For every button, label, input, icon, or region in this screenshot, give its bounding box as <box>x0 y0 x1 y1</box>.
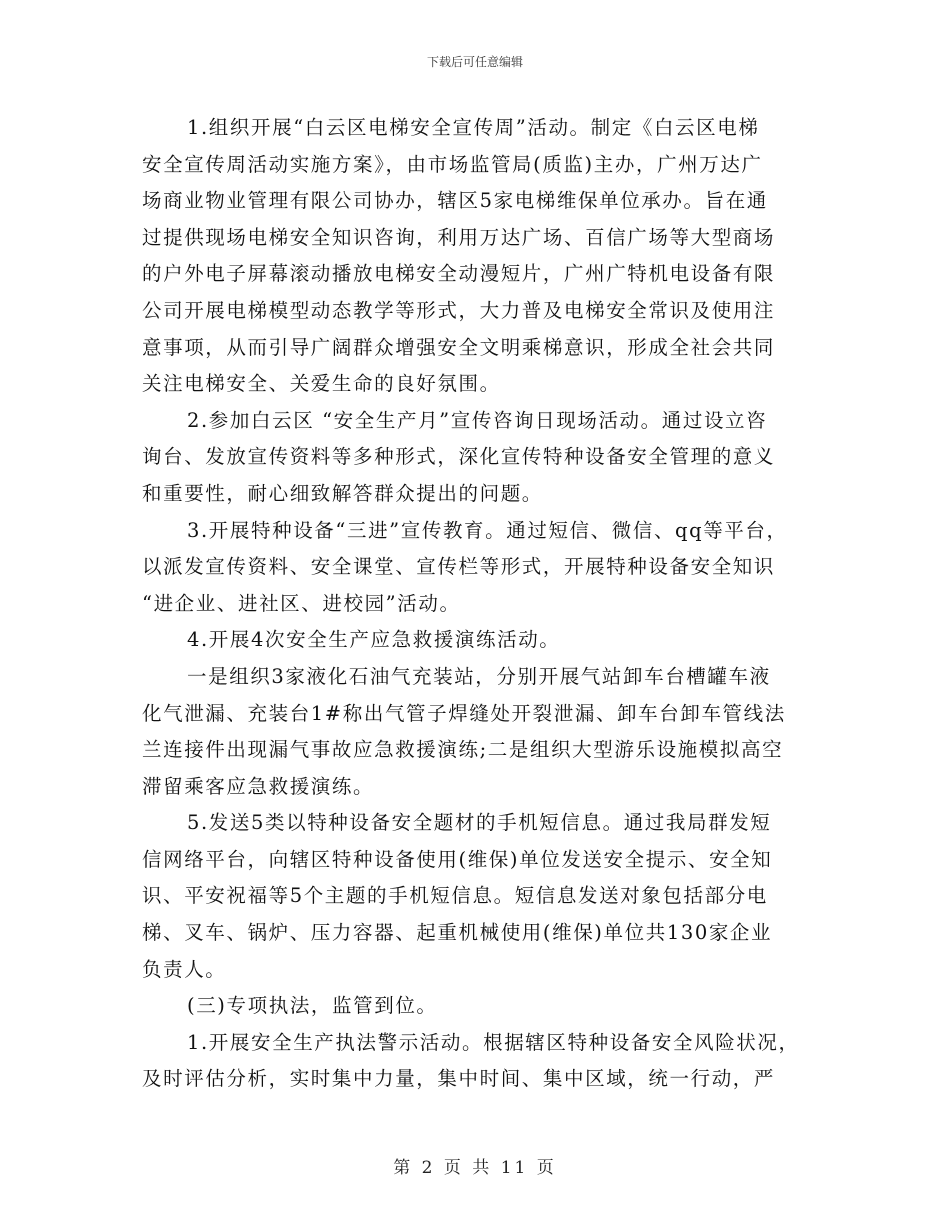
text-line: 一是组织3家液化石油气充装站，分别开展气站卸车台槽罐车液 <box>187 664 771 688</box>
text-line: 化气泄漏、充装台1#称出气管子焊缝处开裂泄漏、卸车台卸车管线法 <box>142 701 786 725</box>
text-line: 1.开展安全生产执法警示活动。根据辖区特种设备安全风险状况， <box>187 1030 800 1054</box>
text-line: 梯、叉车、锅炉、压力容器、起重机械使用(维保)单位共130家企业 <box>142 921 773 945</box>
text-line: 意事项，从而引导广阔群众增强安全文明乘梯意识，形成全社会共同 <box>142 335 776 359</box>
text-line: 4.开展4次安全生产应急救援演练活动。 <box>187 628 561 652</box>
text-line: 安全宣传周活动实施方案》，由市场监管局(质监)主办，广州万达广 <box>142 152 763 176</box>
text-line: 滞留乘客应急救援演练。 <box>142 774 375 798</box>
text-line: 信网络平台，向辖区特种设备使用(维保)单位发送安全提示、安全知 <box>142 847 773 871</box>
text-line: 的户外电子屏幕滚动播放电梯安全动漫短片，广州广特机电设备有限 <box>142 262 776 286</box>
text-line: 负责人。 <box>142 957 227 981</box>
text-line: 关注电梯安全、关爱生命的良好氛围。 <box>142 372 501 396</box>
text-line: (三)专项执法，监管到位。 <box>187 994 438 1018</box>
text-line: 及时评估分析，实时集中力量，集中时间、集中区域，统一行动，严 <box>142 1067 776 1091</box>
text-line: 公司开展电梯模型动态教学等形式，大力普及电梯安全常识及使用注 <box>142 298 776 322</box>
text-line: 询台、发放宣传资料等多种形式，深化宣传特种设备安全管理的意义 <box>142 445 776 469</box>
text-line: 2.参加白云区 “安全生产月”宣传咨询日现场活动。通过设立咨 <box>187 408 768 432</box>
text-line: 和重要性，耐心细致解答群众提出的问题。 <box>142 481 543 505</box>
text-line: 过提供现场电梯安全知识咨询，利用万达广场、百信广场等大型商场 <box>142 225 776 249</box>
text-line: 兰连接件出现漏气事故应急救援演练;二是组织大型游乐设施模拟高空 <box>142 738 784 762</box>
text-line: 5.发送5类以特种设备安全题材的手机短信息。通过我局群发短 <box>187 811 772 835</box>
text-line: 识、平安祝福等5个主题的手机短信息。短信息发送对象包括部分电 <box>142 884 768 908</box>
text-line: “进企业、进社区、进校园”活动。 <box>142 591 461 615</box>
page-footer: 第 2 页 共 11 页 <box>393 1158 557 1178</box>
text-line: 1.组织开展“白云区电梯安全宣传周”活动。制定《白云区电梯 <box>187 116 760 139</box>
text-line: 3.开展特种设备“三进”宣传教育。通过短信、微信、qq等平台， <box>187 518 788 542</box>
text-line: 以派发宣传资料、安全课堂、宣传栏等形式，开展特种设备安全知识 <box>142 555 776 579</box>
document-body <box>142 110 810 1098</box>
page-header: 下载后可任意编辑 <box>426 55 523 69</box>
text-line: 场商业物业管理有限公司协办，辖区5家电梯维保单位承办。旨在通 <box>142 189 768 213</box>
